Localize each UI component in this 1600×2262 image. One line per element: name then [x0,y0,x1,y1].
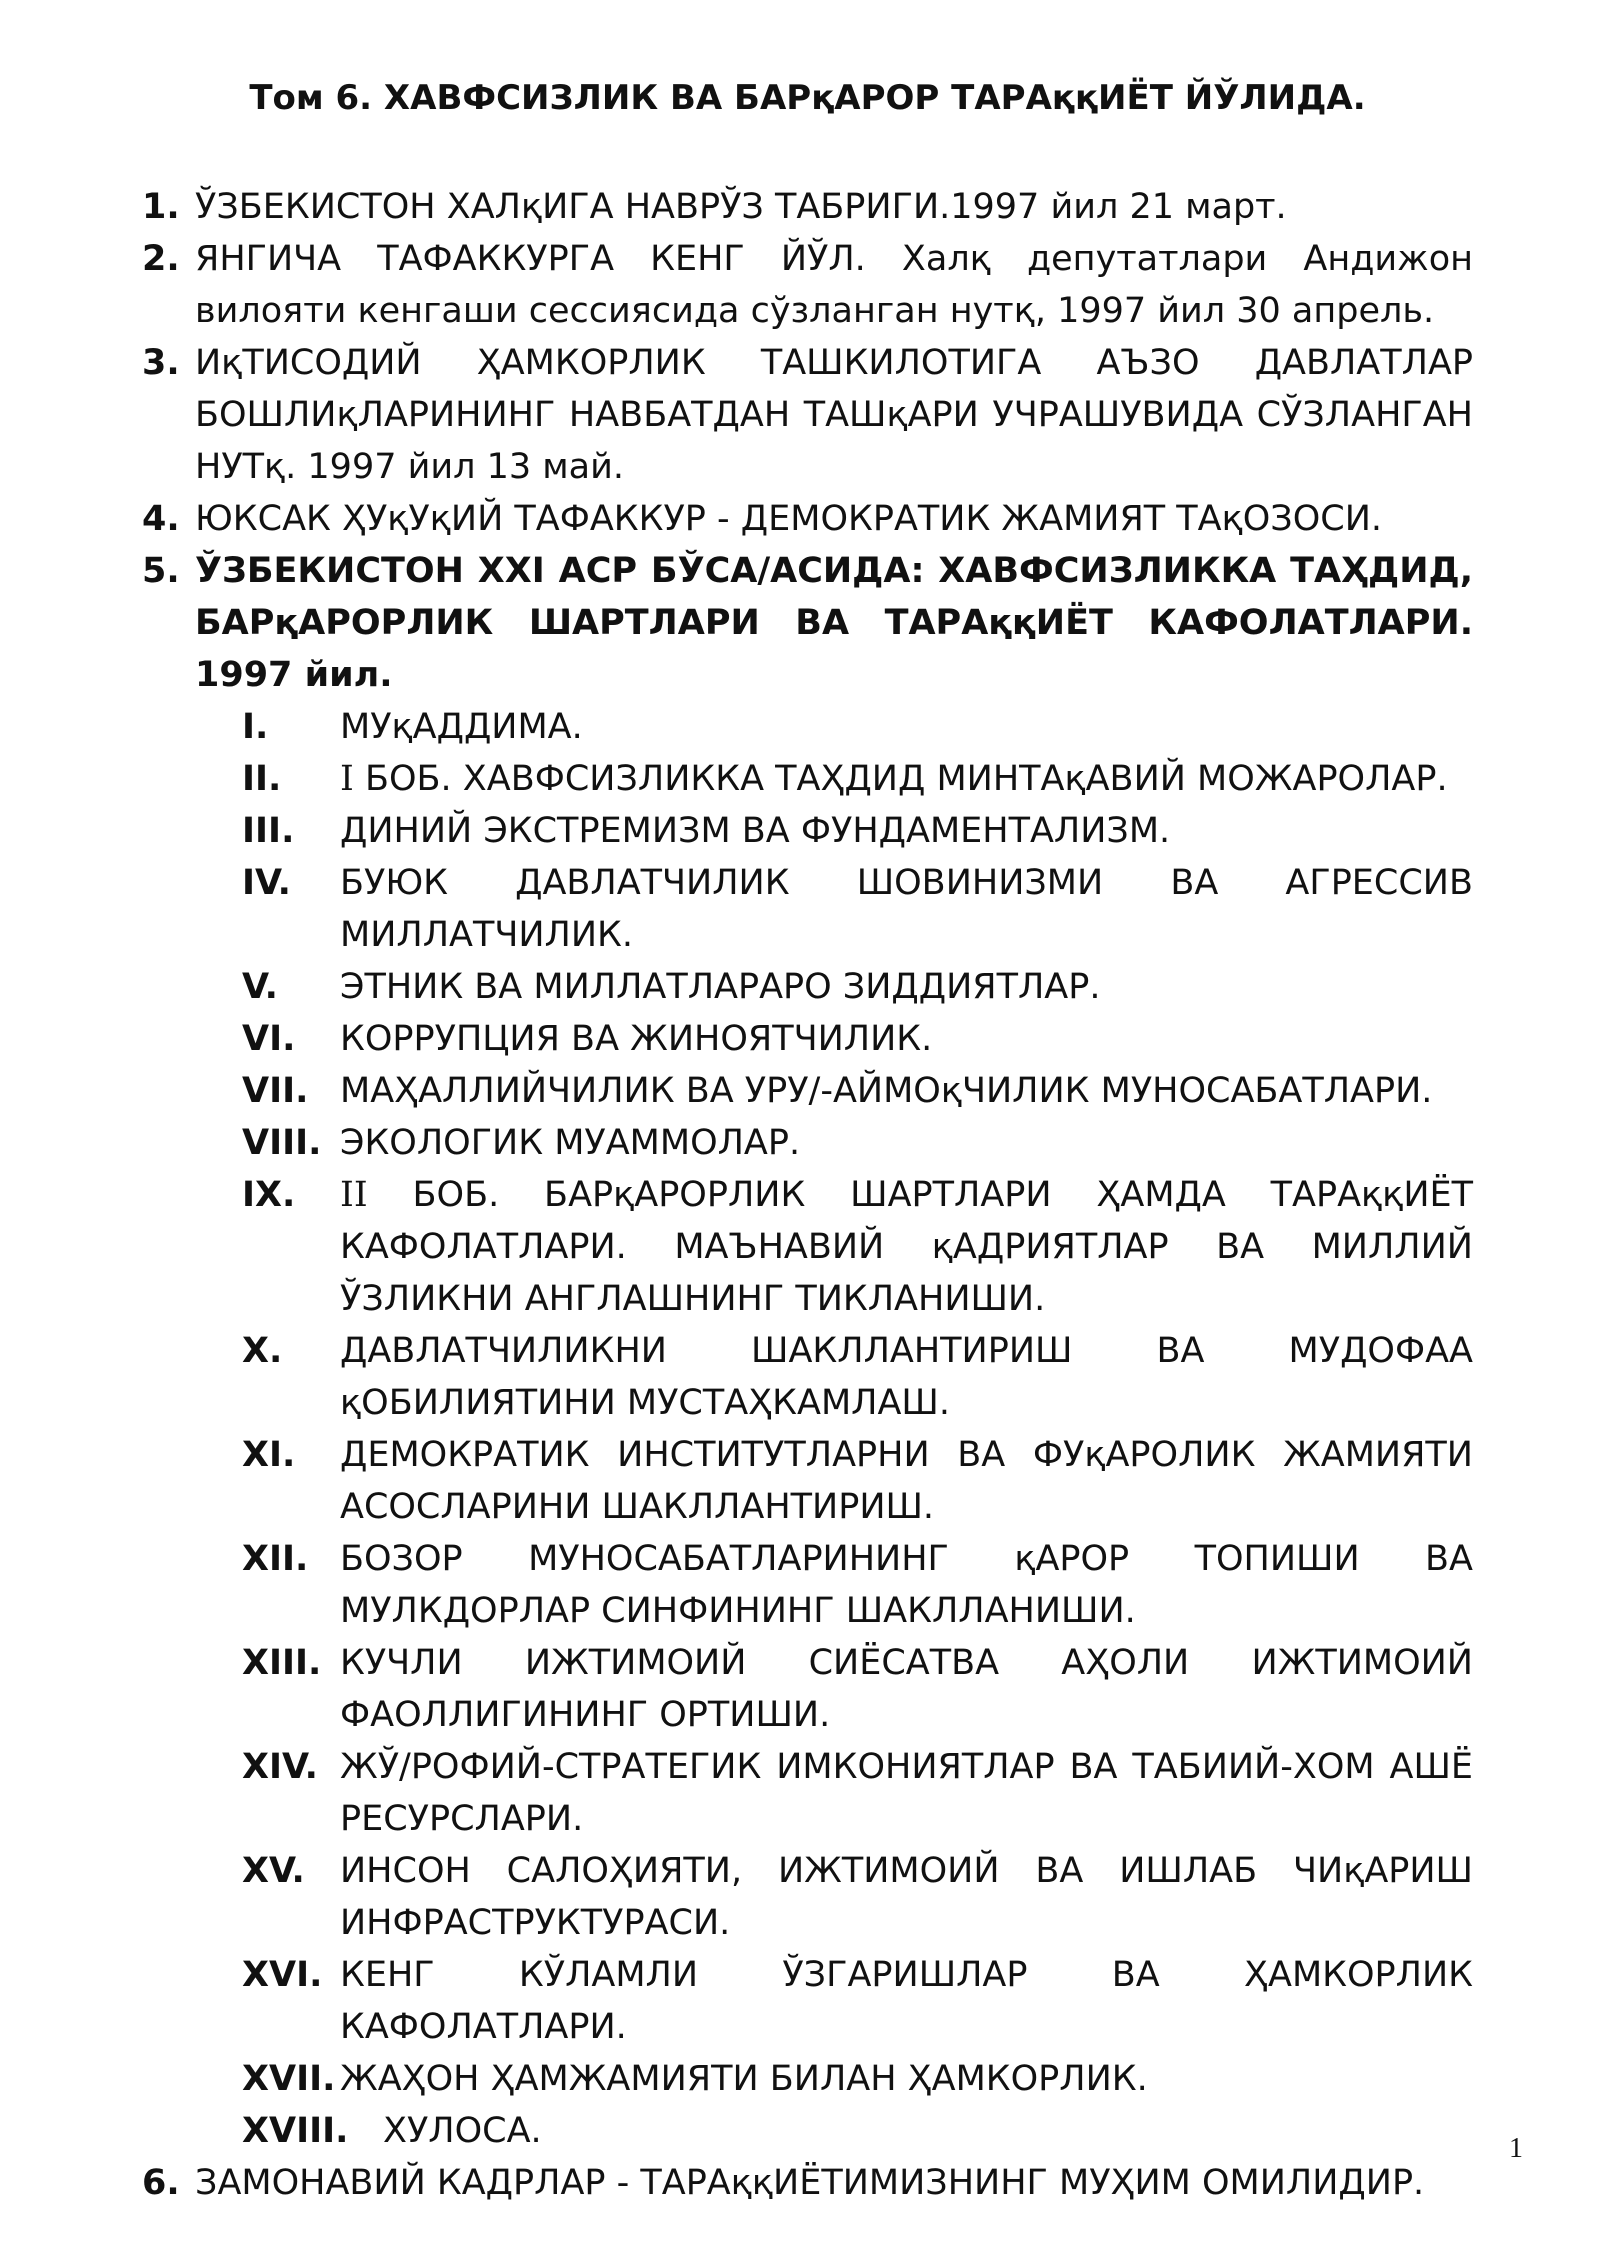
sub-item-6 [242,1013,1473,1065]
roman-numeral: XVII. [242,2059,336,2099]
sub-list [142,701,1473,2157]
sub-item-text: ЖЎ/РОФИЙ-СТРАТЕГИК ИМКОНИЯТЛАР ВА ТАБИИЙ-ХОМ АШЁ РЕСУРСЛАРИ. [340,1747,1473,1839]
sub-item-text: ИНСОН САЛОҲИЯТИ, ИЖТИМОИЙ ВА ИШЛАБ ЧИқАРИШ ИНФРАСТРУКТУРАСИ. [340,1851,1473,1943]
sub-item-text: ХУЛОСА. [383,2111,542,2151]
sub-item-text: БУЮК ДАВЛАТЧИЛИК ШОВИНИЗМИ ВА АГРЕССИВ МИЛЛАТЧИЛИК. [340,863,1473,955]
sub-item-1 [242,701,1473,753]
list-item-4 [142,493,1473,545]
item-text: ЯНГИЧА ТАФАККУРГА КЕНГ ЙЎЛ. Халқ депутатлари Андижон вилояти кенгаши сессиясида сўзланган нутқ, 1997 йил 30 апрель. [195,239,1473,331]
sub-item-3 [242,805,1473,857]
item-number: 3. [142,343,180,383]
item-text: ЎЗБЕКИСТОН ХАЛқИГА НАВРЎЗ ТАБРИГИ.1997 йил 21 март. [195,187,1287,227]
sub-item-text [340,753,1473,805]
list-item-2 [142,233,1473,337]
sub-item-12 [242,1533,1473,1637]
item-number: 2. [142,239,180,279]
sub-item-15 [242,1845,1473,1949]
list-item-5 [142,545,1473,701]
sub-item-11 [242,1429,1473,1533]
item-text: ИқТИСОДИЙ ҲАМКОРЛИК ТАШКИЛОТИГА АЪЗО ДАВЛАТЛАР БОШЛИқЛАРИНИНГ НАВБАТДАН ТАШқАРИ УЧРАШУВИДА СЎЗЛАНГАН НУТқ. 1997 йил 13 май. [195,343,1473,487]
roman-numeral: III. [242,811,295,851]
roman-numeral: II. [242,759,282,799]
roman-numeral: IX. [242,1175,296,1215]
item-text: ЗАМОНАВИЙ КАДРЛАР - ТАРАққИЁТИМИЗНИНГ МУҲИМ ОМИЛИДИР. [195,2163,1425,2203]
sub-item-text: ДАВЛАТЧИЛИКНИ ШАКЛЛАНТИРИШ ВА МУДОФАА қОБИЛИЯТИНИ МУСТАҲКАМЛАШ. [340,1331,1473,1423]
chapter-numeral: I [340,759,354,799]
sub-item-text: ЭКОЛОГИК МУАММОЛАР. [340,1123,801,1163]
item-text: ЮКСАК ҲУқУқИЙ ТАФАККУР - ДЕМОКРАТИК ЖАМИЯТ ТАқОЗОСИ. [195,499,1383,539]
document-title: Том 6. ХАВФСИЗЛИК ВА БАРқАРОР ТАРАққИЁТ ЙЎЛИДА. [249,78,1366,118]
sub-item-18 [242,2105,1473,2157]
sub-item-text: ЖАҲОН ҲАМЖАМИЯТИ БИЛАН ҲАМКОРЛИК. [340,2059,1148,2099]
roman-numeral: XV. [242,1851,305,1891]
item-number: 4. [142,499,180,539]
item-number: 5. [142,551,180,591]
item-number: 6. [142,2163,180,2203]
sub-item-text: МАҲАЛЛИЙЧИЛИК ВА УРУ/-АЙМОқЧИЛИК МУНОСАБАТЛАРИ. [340,1071,1433,1111]
roman-numeral: V. [242,967,278,1007]
roman-numeral: I. [242,707,269,747]
sub-item-7 [242,1065,1473,1117]
roman-numeral: XVI. [242,1955,323,1995]
sub-item-text [340,1169,1473,1325]
sub-item-9 [242,1169,1473,1325]
sub-item-text: БОЗОР МУНОСАБАТЛАРИНИНГ қАРОР ТОПИШИ ВА МУЛКДОРЛАР СИНФИНИНГ ШАКЛЛАНИШИ. [340,1539,1473,1631]
roman-numeral: XI. [242,1435,296,1475]
list-item-1 [142,181,1473,233]
list-item-3 [142,337,1473,493]
sub-item-text: КУЧЛИ ИЖТИМОИЙ СИЁСАТВА АҲОЛИ ИЖТИМОИЙ ФАОЛЛИГИНИНГ ОРТИШИ. [340,1643,1473,1735]
item-number: 1. [142,187,180,227]
item-text: ЎЗБЕКИСТОН XXI АСР БЎСА/АСИДА: ХАВФСИЗЛИККА ТАҲДИД, БАРқАРОРЛИК ШАРТЛАРИ ВА ТАРАққИЁТ КАФОЛАТЛАРИ. 1997 йил. [195,551,1473,695]
roman-numeral: IV. [242,863,291,903]
roman-numeral: VIII. [242,1123,322,1163]
list-item-6 [142,2157,1473,2209]
sub-item-text: МУқАДДИМА. [340,707,583,747]
sub-item-5 [242,961,1473,1013]
sub-item-10 [242,1325,1473,1429]
sub-item-text: КОРРУПЦИЯ ВА ЖИНОЯТЧИЛИК. [340,1019,933,1059]
roman-numeral: XIV. [242,1747,318,1787]
sub-item-13 [242,1637,1473,1741]
sub-item-text: ЭТНИК ВА МИЛЛАТЛАРАРО ЗИДДИЯТЛАР. [340,967,1101,1007]
sub-item-2 [242,753,1473,805]
page-number: 1 [1509,2133,1523,2164]
sub-item-14 [242,1741,1473,1845]
sub-item-text: ДЕМОКРАТИК ИНСТИТУТЛАРНИ ВА ФУқАРОЛИК ЖАМИЯТИ АСОСЛАРИНИ ШАКЛЛАНТИРИШ. [340,1435,1473,1527]
roman-numeral: VI. [242,1019,296,1059]
roman-numeral: VII. [242,1071,309,1111]
roman-numeral: X. [242,1331,283,1371]
sub-item-text-rest: БОБ. ХАВФСИЗЛИККА ТАҲДИД МИНТАқАВИЙ МОЖАРОЛАР. [353,759,1448,799]
sub-item-17 [242,2053,1473,2105]
roman-numeral: XVIII. [242,2111,349,2151]
roman-numeral: XIII. [242,1643,322,1683]
sub-item-text-rest: БОБ. БАРқАРОРЛИК ШАРТЛАРИ ҲАМДА ТАРАққИЁТ КАФОЛАТЛАРИ. МАЪНАВИЙ қАДРИЯТЛАР ВА МИЛЛИЙ ЎЗЛИКНИ АНГЛАШНИНГ ТИКЛАНИШИ. [340,1175,1473,1319]
sub-item-8 [242,1117,1473,1169]
sub-item-16 [242,1949,1473,2053]
sub-item-4 [242,857,1473,961]
sub-item-text: КЕНГ КЎЛАМЛИ ЎЗГАРИШЛАР ВА ҲАМКОРЛИК КАФОЛАТЛАРИ. [340,1955,1473,2047]
roman-numeral: XII. [242,1539,309,1579]
sub-item-text: ДИНИЙ ЭКСТРЕМИЗМ ВА ФУНДАМЕНТАЛИЗМ. [340,811,1171,851]
chapter-numeral: II [340,1175,368,1215]
